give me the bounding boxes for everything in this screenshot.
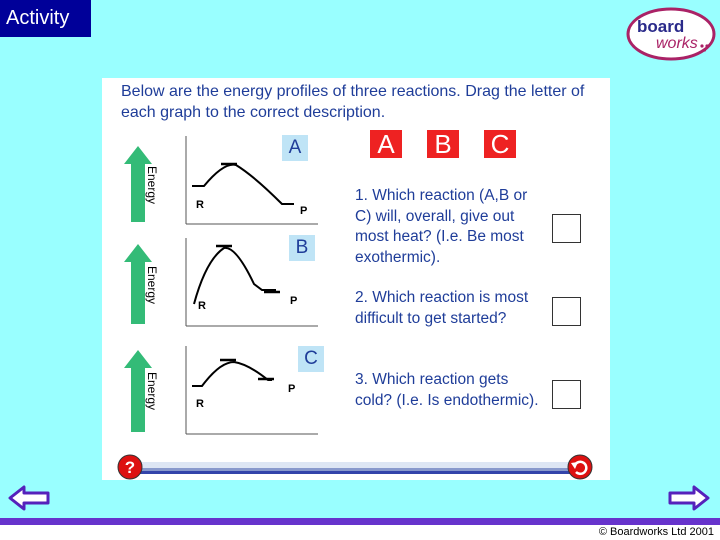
next-arrow-button[interactable] [668,484,710,512]
drop-box-1[interactable] [552,214,581,243]
draggable-letter-c[interactable]: C [484,130,516,158]
help-icon: ? [124,458,136,477]
question-1: 1. Which reaction (A,B or C) will, overall, give out most heat? (I.e. Be most exothermic). [355,187,528,266]
question-3: 3. Which reaction gets cold? (I.e. Is endothermic). [355,371,539,409]
footer-purple-bar [0,518,720,525]
energy-axis-label: Energy [145,166,159,205]
energy-curve-b [194,248,276,304]
energy-curve-c [192,362,272,386]
reactant-label: R [198,300,206,312]
reset-button[interactable] [566,454,594,480]
draggable-letter-a[interactable]: A [370,130,402,158]
control-bar [120,454,590,478]
help-button[interactable] [117,454,145,480]
back-arrow-icon [10,487,48,509]
graph-label-a: A [282,135,308,161]
reactant-label: R [196,199,204,211]
instruction-text: Below are the energy profiles of three reactions. Drag the letter of each graph to the correct description. [121,83,585,121]
logo-works-text: works [656,35,698,52]
drop-box-2[interactable] [552,297,581,326]
boardworks-logo [626,6,716,62]
reactant-label: R [196,398,204,410]
copyright-text: © Boardworks Ltd 2001 [598,526,714,538]
product-label: P [288,383,296,395]
draggable-letter-b[interactable]: B [427,130,459,158]
activity-panel [102,78,610,480]
drop-box-3[interactable] [552,380,581,409]
product-label: P [300,205,308,217]
energy-axis-label: Energy [145,372,159,411]
forward-arrow-icon [670,487,708,509]
logo-board-text: board [637,17,685,36]
previous-arrow-button[interactable] [8,484,50,512]
energy-axis-label: Energy [145,266,159,305]
product-label: P [290,295,298,307]
graph-label-c: C [298,346,324,372]
graph-label-b: B [289,235,315,261]
question-2: 2. Which reaction is most difficult to get started? [355,289,529,327]
activity-tag: Activity [0,0,91,37]
energy-curve-a [192,165,294,204]
